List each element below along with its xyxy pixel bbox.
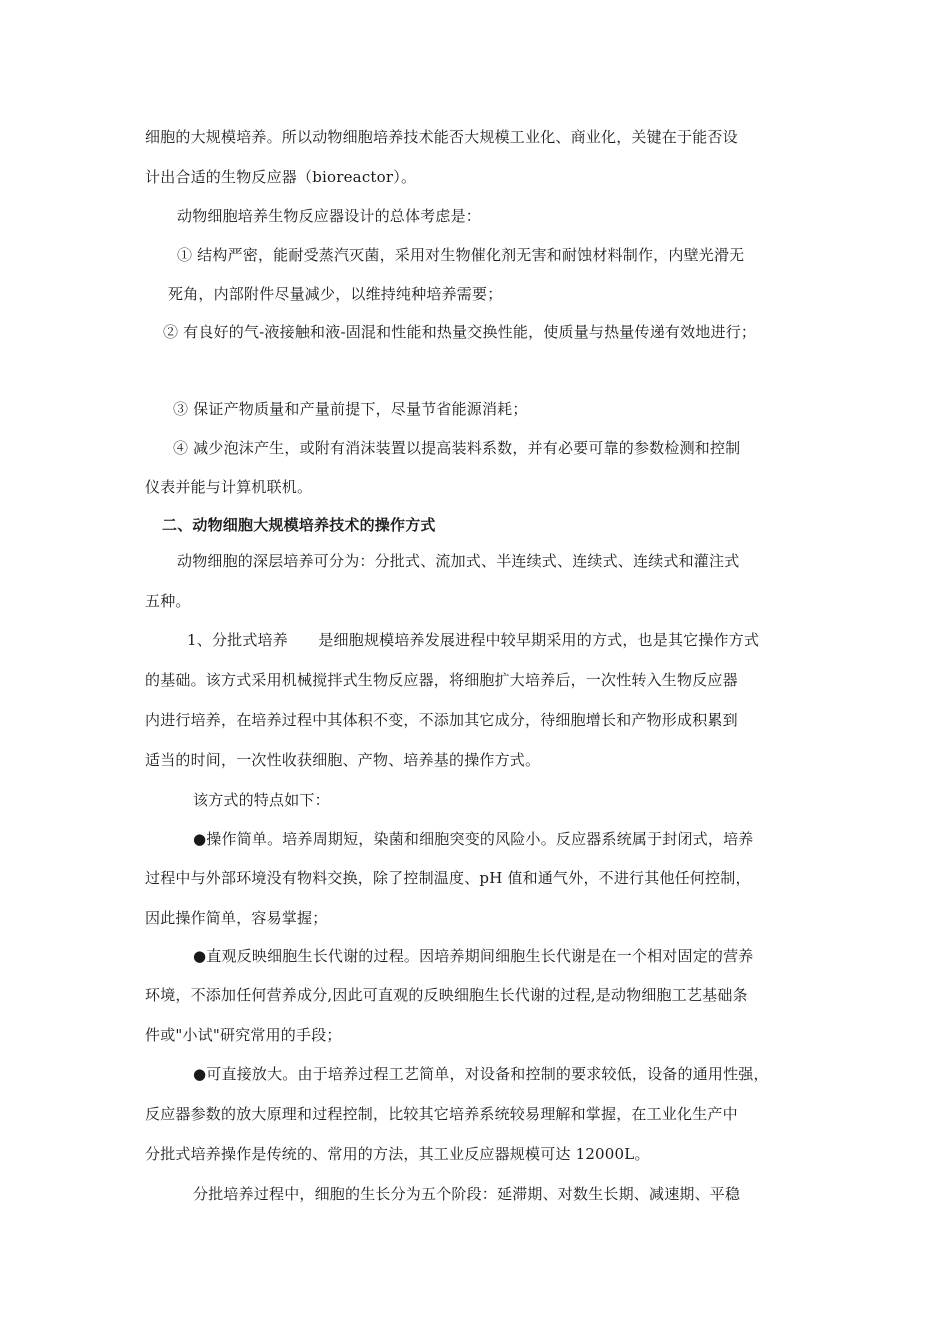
paragraph-line: 适当的时间，一次性收获细胞、产物、培养基的操作方式。 xyxy=(145,751,541,769)
list-item-line: ③ 保证产物质量和产量前提下，尽量节省能源消耗； xyxy=(173,400,528,418)
paragraph-line: 的基础。该方式采用机械搅拌式生物反应器，将细胞扩大培养后，一次性转入生物反应器 xyxy=(145,671,738,689)
list-item-line: ④ 减少泡沫产生，或附有消沫装置以提高装料系数，并有必要可靠的参数检测和控制 xyxy=(173,439,741,457)
paragraph-line: 动物细胞培养生物反应器设计的总体考虑是： xyxy=(177,207,482,225)
list-item-line: ② 有良好的气-液接触和液-固混和性能和热量交换性能，使质量与热量传递有效地进行； xyxy=(163,323,757,341)
paragraph-line: 细胞的大规模培养。所以动物细胞培养技术能否大规模工业化、商业化，关键在于能否设 xyxy=(145,128,738,146)
paragraph-line: 该方式的特点如下： xyxy=(193,791,330,809)
list-item-line: 仪表并能与计算机联机。 xyxy=(145,478,313,496)
bullet-line: ●可直接放大。由于培养过程工艺简单，对设备和控制的要求较低，设备的通用性强， xyxy=(193,1065,769,1083)
bullet-line: ●直观反映细胞生长代谢的过程。因培养期间细胞生长代谢是在一个相对固定的营养 xyxy=(193,947,754,965)
paragraph-line: 分批培养过程中，细胞的生长分为五个阶段：延滞期、对数生长期、减速期、平稳 xyxy=(193,1185,741,1203)
paragraph-line: 动物细胞的深层培养可分为：分批式、流加式、半连续式、连续式、连续式和灌注式 xyxy=(177,552,740,570)
bullet-line: 分批式培养操作是传统的、常用的方法，其工业反应器规模可达 12000L。 xyxy=(145,1145,650,1163)
paragraph-line: 五种。 xyxy=(145,592,191,610)
section-heading: 二、动物细胞大规模培养技术的操作方式 xyxy=(162,516,436,534)
paragraph-line: 1、分批式培养 是细胞规模培养发展进程中较早期采用的方式，也是其它操作方式 xyxy=(187,631,760,649)
paragraph-line: 内进行培养，在培养过程中其体积不变，不添加其它成分，待细胞增长和产物形成积累到 xyxy=(145,711,738,729)
list-item-line: ① 结构严密，能耐受蒸汽灭菌，采用对生物催化剂无害和耐蚀材料制作，内壁光滑无 xyxy=(177,246,745,264)
list-item-line: 死角，内部附件尽量减少，以维持纯种培养需要； xyxy=(168,285,503,303)
bullet-line: 件或"小试"研究常用的手段； xyxy=(145,1026,342,1044)
bullet-line: 因此操作简单，容易掌握； xyxy=(145,909,328,927)
bullet-line: ●操作简单。培养周期短，染菌和细胞突变的风险小。反应器系统属于封闭式，培养 xyxy=(193,830,754,848)
paragraph-line: 计出合适的生物反应器（bioreactor）。 xyxy=(145,168,417,186)
bullet-line: 环境，不添加任何营养成分,因此可直观的反映细胞生长代谢的过程,是动物细胞工艺基础条 xyxy=(145,986,748,1004)
bullet-line: 反应器参数的放大原理和过程控制，比较其它培养系统较易理解和掌握，在工业化生产中 xyxy=(145,1105,738,1123)
bullet-line: 过程中与外部环境没有物料交换，除了控制温度、pH 值和通气外，不进行其他任何控制， xyxy=(145,869,751,887)
